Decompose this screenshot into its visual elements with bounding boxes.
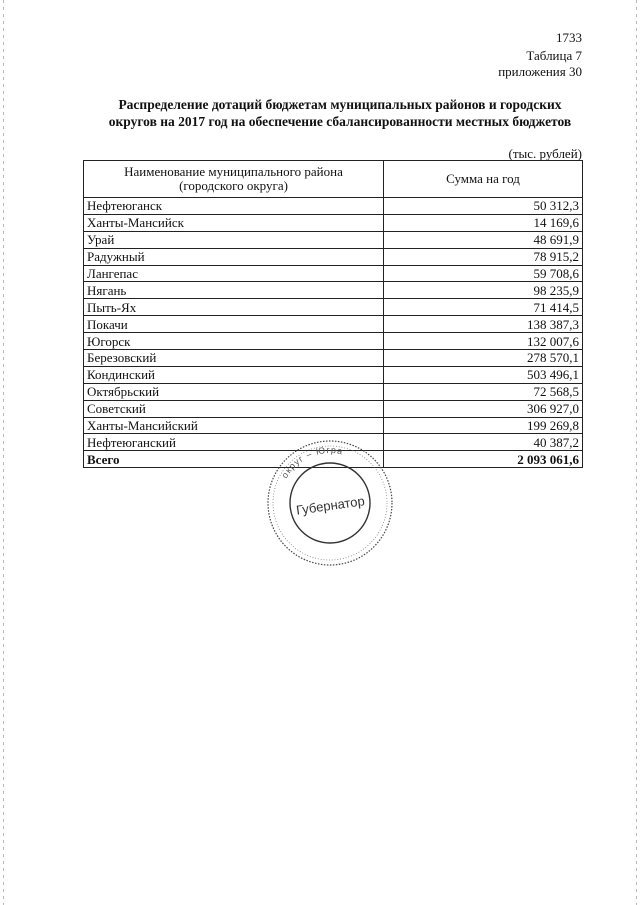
seal-center-text: Губернатор: [295, 493, 366, 518]
table-row: [84, 366, 583, 383]
header-municipality: [84, 161, 384, 198]
svg-text:округ – Югра: [279, 445, 344, 480]
municipality-amount: 98 235,9: [384, 282, 583, 299]
municipality-name: Радужный: [84, 248, 384, 265]
municipality-name: Нефтеюганск: [84, 198, 384, 215]
title-line-1: Распределение дотаций бюджетам муниципальных районов и городских: [118, 97, 562, 112]
table-row: [84, 333, 583, 350]
table-row: [84, 198, 583, 215]
municipality-name: Октябрьский: [84, 383, 384, 400]
municipality-name: Нефтеюганский: [84, 434, 384, 451]
budget-table: [83, 160, 583, 468]
municipality-amount: 78 915,2: [384, 248, 583, 265]
municipality-name: Березовский: [84, 350, 384, 367]
municipality-name: Покачи: [84, 316, 384, 333]
table-row: [84, 248, 583, 265]
title-line-2: округов на 2017 год на обеспечение сбалансированности местных бюджетов: [108, 114, 572, 129]
header-amount: Сумма на год: [384, 161, 583, 198]
table-row: [84, 350, 583, 367]
units-note: (тыс. рублей): [508, 146, 582, 161]
municipality-amount: 71 414,5: [384, 299, 583, 316]
table-row: [84, 299, 583, 316]
municipality-amount: 50 312,3: [384, 198, 583, 215]
table-row: [84, 265, 583, 282]
scan-edge-right: [636, 0, 637, 905]
municipality-name: Пыть-Ях: [84, 299, 384, 316]
municipality-amount: 138 387,3: [384, 316, 583, 333]
table-row: [84, 383, 583, 400]
seal-ring-text: округ – Югра: [279, 444, 345, 480]
municipality-name: Кондинский: [84, 366, 384, 383]
municipality-name: Ханты-Мансийский: [84, 417, 384, 434]
municipality-amount: 132 007,6: [384, 333, 583, 350]
table-row: [84, 231, 583, 248]
municipality-amount: 48 691,9: [384, 231, 583, 248]
municipality-amount: 306 927,0: [384, 400, 583, 417]
appendix-label: приложения 30: [498, 64, 582, 79]
municipality-name: Югорск: [84, 333, 384, 350]
table-header-row: [84, 161, 583, 198]
municipality-amount: 40 387,2: [384, 434, 583, 451]
municipality-name: Нягань: [84, 282, 384, 299]
municipality-name: Советский: [84, 400, 384, 417]
document-title: [90, 96, 590, 130]
municipality-amount: 199 269,8: [384, 417, 583, 434]
total-label: Всего: [84, 451, 384, 468]
table-reference: [498, 48, 582, 80]
municipality-amount: 278 570,1: [384, 350, 583, 367]
table-row: [84, 214, 583, 231]
municipality-amount: 59 708,6: [384, 265, 583, 282]
table-row: [84, 400, 583, 417]
municipality-name: Ханты-Мансийск: [84, 214, 384, 231]
table-row: [84, 282, 583, 299]
municipality-name: Урай: [84, 231, 384, 248]
governor-seal: [265, 438, 395, 568]
page-number: 1733: [556, 30, 582, 45]
municipality-amount: 503 496,1: [384, 366, 583, 383]
table-row: [84, 316, 583, 333]
header-municipality-line2: (городского округа): [179, 178, 288, 193]
total-amount: 2 093 061,6: [384, 451, 583, 468]
municipality-name: Лангепас: [84, 265, 384, 282]
table-label: Таблица 7: [526, 48, 582, 63]
municipality-amount: 72 568,5: [384, 383, 583, 400]
scan-edge-left: [3, 0, 4, 905]
table-row: [84, 417, 583, 434]
municipality-amount: 14 169,6: [384, 214, 583, 231]
header-municipality-line1: Наименование муниципального района: [124, 164, 343, 179]
